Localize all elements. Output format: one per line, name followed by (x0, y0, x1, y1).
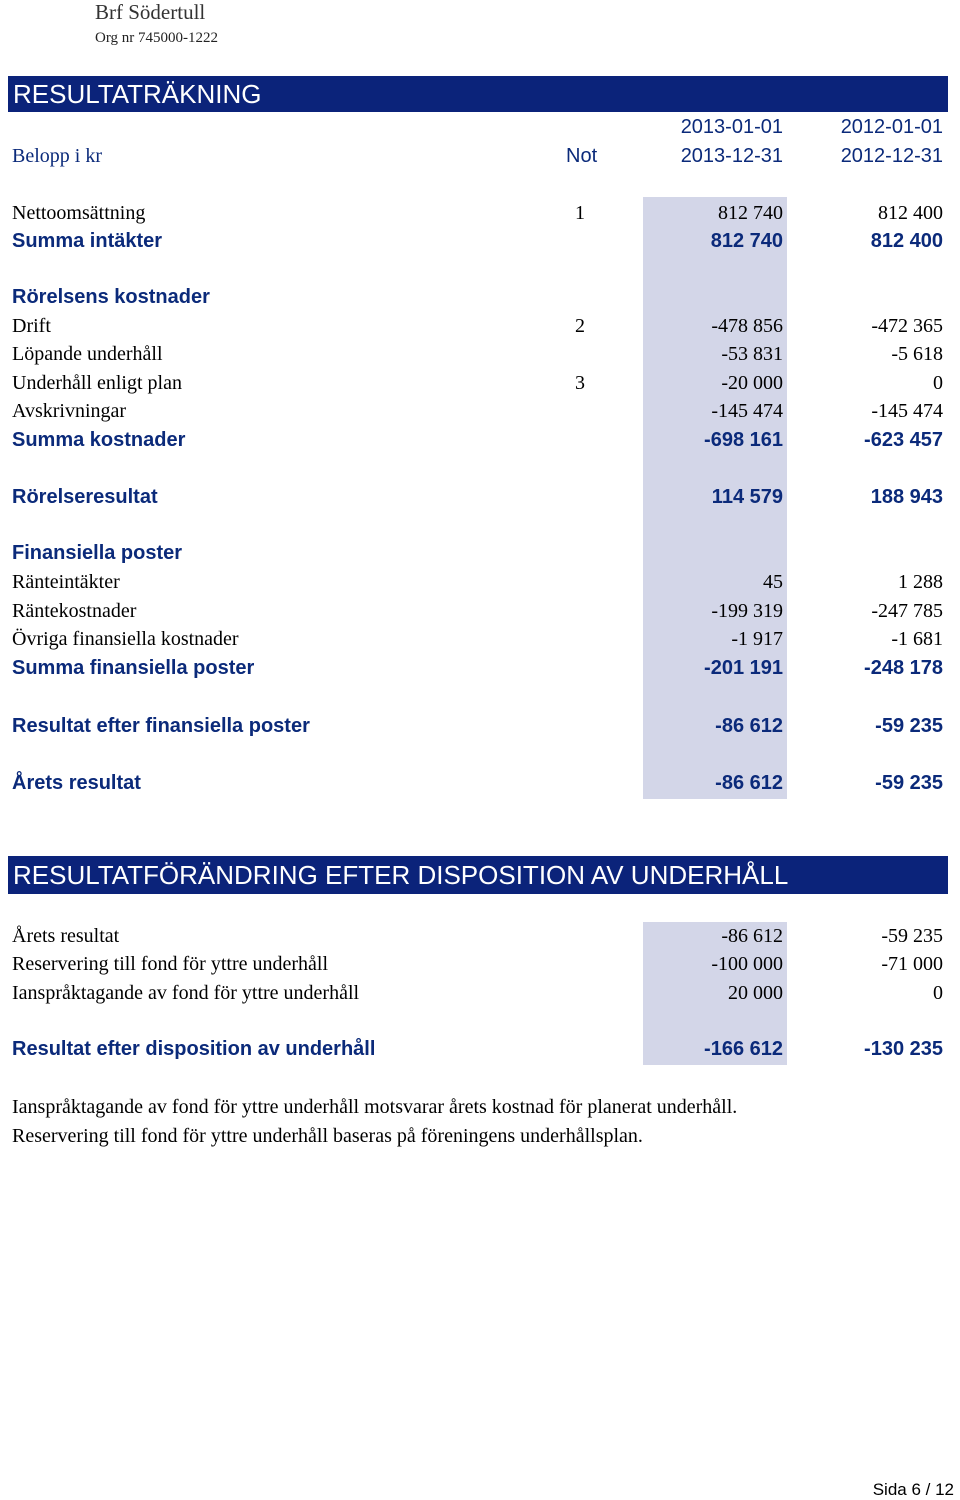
row-resultat-efter-finansiella-poster (0, 715, 960, 743)
row-finansiella-poster (0, 542, 960, 570)
row-lopande-underhall (0, 343, 960, 371)
disposition-title-bar (8, 856, 948, 894)
row-summa-finansiella-poster (0, 657, 960, 685)
prior-period-to: 2012-12-31 (840, 145, 943, 167)
row-current-value: -145 474 (711, 400, 783, 422)
row-prior-value: -472 365 (871, 315, 943, 337)
row-prior-value: -1 681 (891, 628, 943, 650)
current-period-to: 2013-12-31 (680, 145, 783, 167)
row-current-value: -201 191 (704, 657, 783, 679)
row-label: Drift (12, 315, 51, 337)
row-label: Summa intäkter (12, 230, 163, 252)
disposition-row-reservering (0, 953, 960, 981)
row-label: Övriga finansiella kostnader (12, 628, 239, 650)
row-prior-value: 812 400 (870, 230, 943, 252)
row-label: Reservering till fond för yttre underhåll (12, 953, 329, 975)
row-prior-value: -130 235 (864, 1038, 943, 1060)
row-label: Rörelsens kostnader (12, 286, 210, 308)
row-summa-kostnader (0, 429, 960, 457)
note-column-header: Not (566, 145, 598, 167)
row-current-value: 114 579 (711, 486, 783, 508)
row-current-value: -698 161 (704, 429, 783, 451)
page-number: Sida 6 / 12 (872, 1480, 954, 1499)
row-note: 3 (575, 372, 585, 394)
row-prior-value: 1 288 (898, 571, 943, 593)
row-current-value: -166 612 (704, 1038, 783, 1060)
row-prior-value: -71 000 (881, 953, 943, 975)
row-prior-value: 188 943 (870, 486, 943, 508)
row-ovriga-finansiella-kostnader (0, 628, 960, 656)
row-label: Löpande underhåll (12, 343, 163, 365)
row-current-value: -199 319 (711, 600, 783, 622)
row-prior-value: -247 785 (871, 600, 943, 622)
row-summa-intakter (0, 230, 960, 258)
row-label: Avskrivningar (12, 400, 127, 422)
row-prior-value: 812 400 (878, 202, 943, 224)
row-label: Finansiella poster (12, 542, 183, 564)
row-current-value: -53 831 (721, 343, 783, 365)
row-label: Rörelseresultat (12, 486, 158, 508)
row-label: Räntekostnader (12, 600, 137, 622)
prior-period-from: 2012-01-01 (840, 116, 943, 138)
row-prior-value: -59 235 (875, 772, 943, 794)
row-drift (0, 315, 960, 343)
footnote-ianspraktagande: Ianspråktagande av fond för yttre underhåll motsvarar årets kostnad för planerat underhåll. (12, 1096, 738, 1118)
row-rantekostnader (0, 600, 960, 628)
row-prior-value: -248 178 (864, 657, 943, 679)
organization-name: Brf Södertull (95, 0, 206, 24)
row-label: Underhåll enligt plan (12, 372, 182, 394)
row-prior-value: 0 (933, 372, 943, 394)
disposition-row-arets-resultat (0, 925, 960, 953)
disposition-row-resultat-efter-disposition (0, 1038, 960, 1066)
row-underhall-enligt-plan (0, 372, 960, 400)
row-prior-value: -59 235 (875, 715, 943, 737)
organization-number: Org nr 745000-1222 (95, 30, 219, 46)
row-prior-value: -145 474 (871, 400, 943, 422)
row-label: Årets resultat (12, 772, 141, 794)
income-statement-title-bar (8, 76, 948, 112)
row-current-value: -100 000 (711, 953, 783, 975)
row-label: Ianspråktagande av fond för yttre underhåll (12, 982, 360, 1004)
row-prior-value: 0 (933, 982, 943, 1004)
row-current-value: -86 612 (715, 772, 783, 794)
row-label: Summa kostnader (12, 429, 186, 451)
row-label: Ränteintäkter (12, 571, 120, 593)
row-ranteintakter (0, 571, 960, 599)
current-period-from: 2013-01-01 (680, 116, 783, 138)
row-rorelseresultat (0, 486, 960, 514)
row-note: 2 (575, 315, 585, 337)
row-label: Summa finansiella poster (12, 657, 255, 679)
row-current-value: 20 000 (728, 982, 783, 1004)
row-rorelsens-kostnader (0, 286, 960, 314)
row-current-value: 812 740 (710, 230, 783, 252)
row-prior-value: -623 457 (864, 429, 943, 451)
row-current-value: -86 612 (715, 715, 783, 737)
row-label: Nettoomsättning (12, 202, 146, 224)
income-statement-title: RESULTATRÄKNING (13, 79, 262, 109)
row-current-value: 45 (763, 571, 783, 593)
row-current-value: -20 000 (721, 372, 783, 394)
row-arets-resultat (0, 772, 960, 800)
row-current-value: -86 612 (721, 925, 783, 947)
row-current-value: 812 740 (718, 202, 783, 224)
row-current-value: -1 917 (731, 628, 783, 650)
amount-unit-label: Belopp i kr (12, 145, 102, 167)
disposition-row-ianspraktagande (0, 982, 960, 1010)
row-nettoomsattning (0, 202, 960, 230)
footnote-reservering: Reservering till fond för yttre underhåll baseras på föreningens underhållsplan. (12, 1125, 643, 1147)
row-label: Årets resultat (12, 925, 120, 947)
row-avskrivningar (0, 400, 960, 428)
disposition-title: RESULTATFÖRÄNDRING EFTER DISPOSITION AV UNDERHÅLL (13, 860, 789, 890)
row-note: 1 (575, 202, 585, 224)
row-prior-value: -5 618 (891, 343, 943, 365)
row-prior-value: -59 235 (881, 925, 943, 947)
row-label: Resultat efter finansiella poster (12, 715, 310, 737)
row-label: Resultat efter disposition av underhåll (12, 1038, 376, 1060)
row-current-value: -478 856 (711, 315, 783, 337)
